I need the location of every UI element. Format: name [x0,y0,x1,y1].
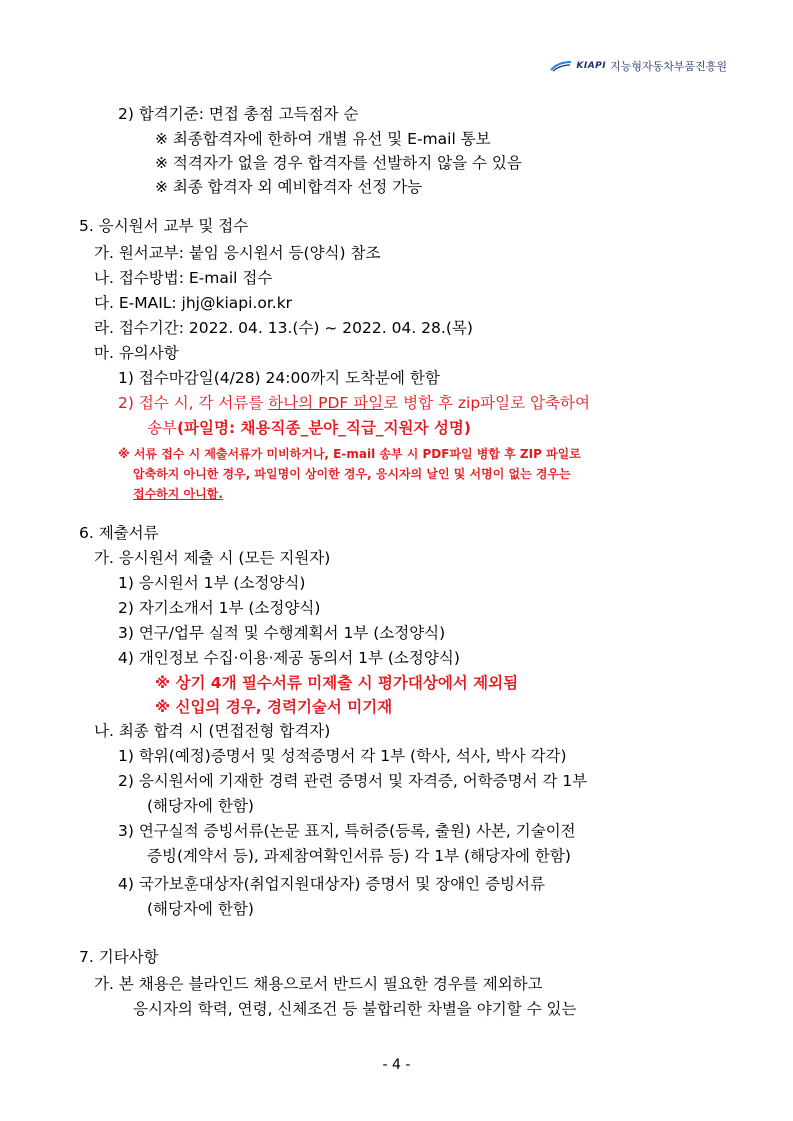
doc-research-proof-cont: 증빙(계약서 등), 과제참여확인서류 등) 각 1부 (해당자에 한함) [147,847,571,865]
doc-veteran: 4) 국가보훈대상자(취업지원대상자) 증명서 및 장애인 증빙서류 [118,875,545,893]
warning-line-3: 접수하지 아니함. [133,487,223,501]
section-5-heading: 5. 응시원서 교부 및 접수 [79,217,249,235]
logo-text: KIAPI [576,61,607,71]
doc-privacy-consent: 4) 개인정보 수집·이용·제공 동의서 1부 (소정양식) [118,649,460,667]
section-7-heading: 7. 기타사항 [79,948,159,966]
item-period: 라. 접수기간: 2022. 04. 13.(수) ~ 2022. 04. 28.(목) [94,319,473,337]
note-required-docs: ※ 상기 4개 필수서류 미제출 시 평가대상에서 제외됨 [155,674,519,692]
doc-application: 1) 응시원서 1부 (소정양식) [118,574,306,592]
item-application-form: 가. 원서교부: 붙임 응시원서 등(양식) 참조 [94,244,381,262]
doc-research-proof: 3) 연구실적 증빙서류(논문 표지, 특허증(등록, 출원) 사본, 기술이전 [118,822,576,840]
page-number: - 4 - [382,1057,411,1073]
doc-self-intro: 2) 자기소개서 1부 (소정양식) [118,599,321,617]
blind-hiring-line-2: 응시자의 학력, 연령, 신체조건 등 불합리한 차별을 야기할 수 있는 [133,1000,577,1018]
doc-career-cert-cont: (해당자에 한함) [147,797,254,815]
note-pdf-merge: 2) 접수 시, 각 서류를 하나의 PDF 파일로 병합 후 zip파일로 압축하여 [118,394,590,412]
doc-degree: 1) 학위(예정)증명서 및 성적증명서 각 1부 (학사, 석사, 박사 각각) [118,747,567,765]
note-no-qualified: ※ 적격자가 없을 경우 합격자를 선발하지 않을 수 있음 [155,154,522,172]
item-submission-method: 나. 접수방법: E-mail 접수 [94,269,273,287]
filename-format: (파일명: 채용직종_분야_직급_지원자 성명) [176,419,471,437]
org-name: 지능형자동차부품진흥원 [610,60,727,73]
docs-final-pass: 나. 최종 합격 시 (면접전형 합격자) [94,722,331,740]
note-reserve: ※ 최종 합격자 외 예비합격자 선정 가능 [155,178,423,196]
blind-hiring-line-1: 가. 본 채용은 블라인드 채용으로서 반드시 필요한 경우를 제외하고 [94,975,543,993]
document-header [550,58,727,74]
warning-line-2: 압축하지 아니한 경우, 파일명이 상이한 경우, 응시자의 날인 및 서명이 없는 경우는 [133,467,571,481]
pass-criteria: 2) 합격기준: 면접 총점 고득점자 순 [118,105,359,123]
note-deadline: 1) 접수마감일(4/28) 24:00까지 도착분에 한함 [118,369,440,387]
note-new-hire: ※ 신입의 경우, 경력기술서 미기재 [155,698,393,716]
doc-veteran-cont: (해당자에 한함) [147,900,254,918]
section-6-heading: 6. 제출서류 [79,524,159,542]
item-email: 다. E-MAIL: jhj@kiapi.or.kr [94,294,293,312]
warning-line-1: ※ 서류 접수 시 제출서류가 미비하거나, E-mail 송부 시 PDF파일 병합 후 ZIP 파일로 [118,447,581,461]
note-notification: ※ 최종합격자에 한하여 개별 유선 및 E-mail 통보 [155,130,491,148]
kiapi-logo-swoosh-icon [550,60,572,72]
doc-performance-plan: 3) 연구/업무 실적 및 수행계획서 1부 (소정양식) [118,624,446,642]
pdf-file-underlined: 하나의 PDF 파일 [268,394,384,412]
note-filename: 송부(파일명: 채용직종_분야_직급_지원자 성명) [147,419,471,437]
item-notes-heading: 마. 유의사항 [94,344,179,362]
docs-all-applicants: 가. 응시원서 제출 시 (모든 지원자) [94,549,331,567]
doc-career-cert: 2) 응시원서에 기재한 경력 관련 증명서 및 자격증, 어학증명서 각 1부 [118,772,588,790]
